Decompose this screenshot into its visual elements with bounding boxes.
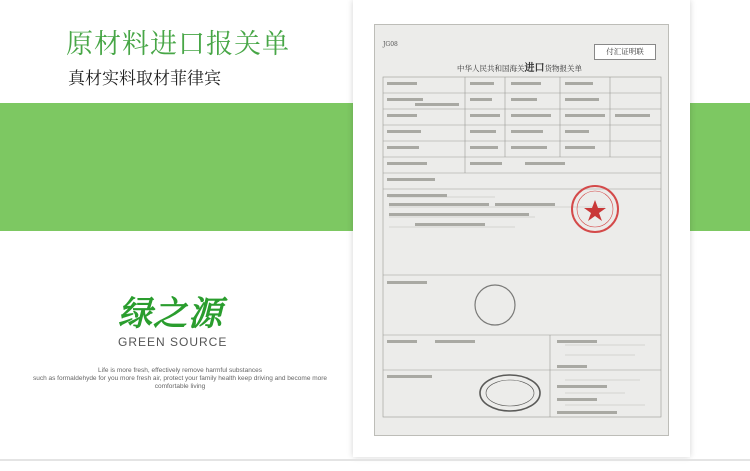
form-code: JG08: [383, 41, 398, 48]
form-grid: [375, 25, 668, 435]
brand-logo: [118, 296, 243, 349]
form-title-emphasis: 进口: [524, 63, 545, 74]
page-subtitle: 真材实料取材菲律宾: [68, 69, 221, 89]
tagline-line: such as formaldehyde for you more fresh air, protect your family health keep driving and become more: [32, 375, 328, 382]
brand-tagline: [30, 367, 330, 391]
customs-declaration-scan: [374, 24, 669, 436]
gray-seal-icon: [475, 285, 515, 325]
brand-name-cn: 绿之源: [118, 294, 223, 334]
payment-certificate-label: 付汇证明联: [594, 44, 656, 60]
divider: [0, 459, 750, 461]
form-title: [457, 59, 582, 74]
form-title-suffix: 货物报关单: [544, 64, 582, 73]
form-title-prefix: 中华人民共和国海关: [457, 64, 525, 73]
page-title: 原材料进口报关单: [66, 29, 290, 60]
customs-seal-icon: [480, 375, 540, 411]
tagline-line: comfortable living: [154, 383, 206, 390]
tagline-line: Life is more fresh, effectively remove harmful substances: [98, 367, 262, 374]
brand-name-en: GREEN SOURCE: [118, 335, 228, 349]
